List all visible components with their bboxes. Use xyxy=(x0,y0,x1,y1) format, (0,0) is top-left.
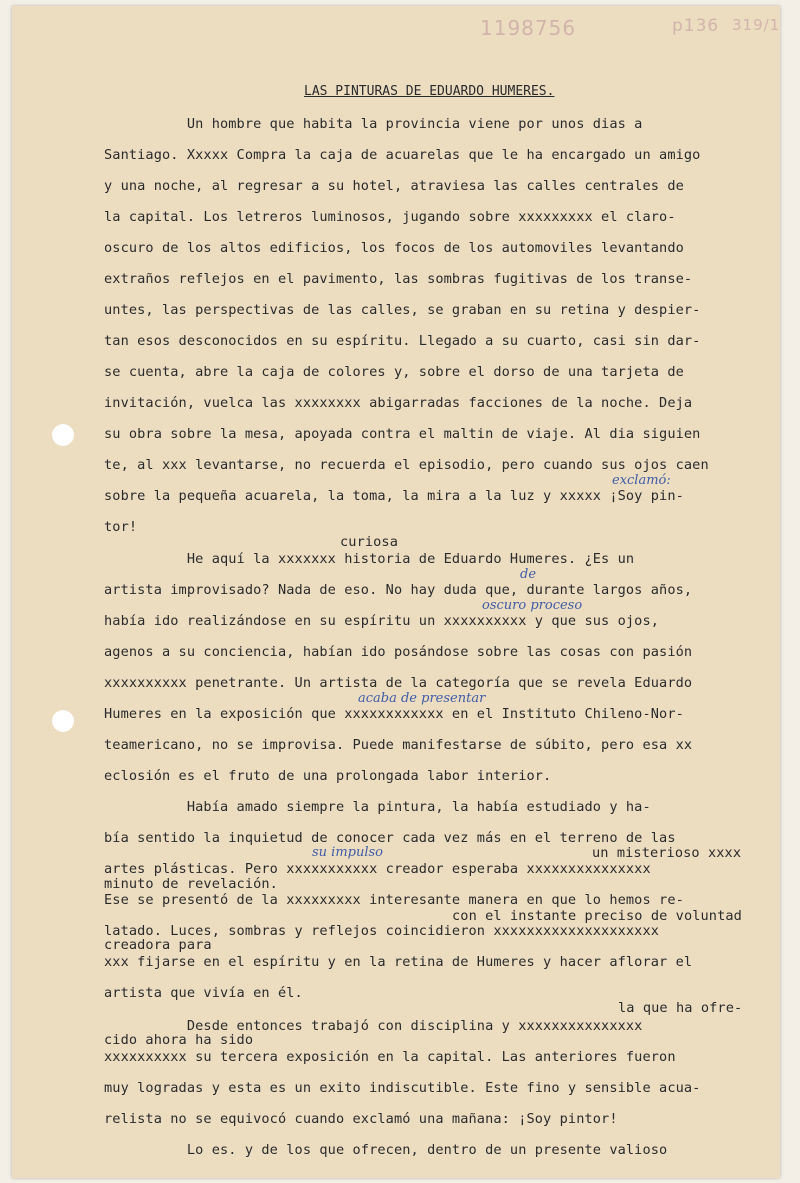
text-line: había ido realizándose en su espíritu un xxxxxxxxxx y que sus ojos, xyxy=(104,613,660,629)
typed-insertion: la que ha ofre- xyxy=(618,1000,743,1016)
handwritten-correction: su impulso xyxy=(312,845,384,860)
text-line: artes plásticas. Pero xxxxxxxxxxx creador esperaba xxxxxxxxxxxxxxx xyxy=(104,861,651,877)
text-line: He aquí la xxxxxxx historia de Eduardo Humeres. ¿Es un xyxy=(104,551,635,567)
text-line: xxx fijarse en el espíritu y en la retina de Humeres y hacer aflorar el xyxy=(104,954,693,970)
text-line: te, al xxx levantarse, no recuerda el episodio, pero cuando sus ojos caen xyxy=(104,457,709,473)
text-line: la capital. Los letreros luminosos, jugando sobre xxxxxxxxx el claro- xyxy=(104,209,676,225)
typed-insertion: creadora para xyxy=(104,937,212,953)
text-line: bía sentido la inquietud de conocer cada vez más en el terreno de las xyxy=(104,830,676,846)
text-line: Desde entonces trabajó con disciplina y xxxxxxxxxxxxxxx xyxy=(104,1018,643,1034)
punch-hole xyxy=(52,710,74,732)
text-line: oscuro de los altos edificios, los focos de los automoviles levantando xyxy=(104,240,684,256)
text-line: agenos a su conciencia, habían ido posándose sobre las cosas con pasión xyxy=(104,644,693,660)
typed-insertion: un misterioso xxxx xyxy=(592,845,742,861)
handwritten-correction: exclamó: xyxy=(612,473,671,488)
text-line: artista que vivía en él. xyxy=(104,985,303,1001)
typed-insertion: curiosa xyxy=(340,534,398,550)
punch-hole xyxy=(52,424,74,446)
folio-number: 319/1 xyxy=(732,16,780,34)
text-line: tor! xyxy=(104,519,138,535)
text-line: tan esos desconocidos en su espíritu. Llegado a su cuarto, casi sin dar- xyxy=(104,333,701,349)
text-line: artista improvisado? Nada de eso. No hay duda que, durante largos años, xyxy=(104,582,693,598)
handwritten-correction: de xyxy=(520,567,537,582)
page-number: p136 xyxy=(672,16,720,36)
text-line: extraños reflejos en el pavimento, las sombras fugitivas de los transe- xyxy=(104,271,693,287)
text-line: y una noche, al regresar a su hotel, atraviesa las calles centrales de xyxy=(104,178,684,194)
document-title: LAS PINTURAS DE EDUARDO HUMERES. xyxy=(304,84,555,99)
text-line: muy logradas y esta es un exito indiscutible. Este fino y sensible acua- xyxy=(104,1080,701,1096)
document-page xyxy=(12,6,780,1178)
text-line: invitación, vuelca las xxxxxxxx abigarradas facciones de la noche. Deja xyxy=(104,395,693,411)
text-line: sobre la pequeña acuarela, la toma, la mira a la luz y xxxxx ¡Soy pin- xyxy=(104,488,684,504)
text-line: Santiago. Xxxxx Compra la caja de acuarelas que le ha encargado un amigo xyxy=(104,147,701,163)
text-line: relista no se equivocó cuando exclamó una mañana: ¡Soy pintor! xyxy=(104,1111,618,1127)
archive-number: 1198756 xyxy=(480,16,577,40)
text-line: teamericano, no se improvisa. Puede manifestarse de súbito, pero esa xx xyxy=(104,737,693,753)
typed-insertion: minuto de revelación. xyxy=(104,876,278,892)
handwritten-correction: oscuro proceso xyxy=(482,598,583,613)
text-line: Un hombre que habita la provincia viene por unos dias a xyxy=(104,116,643,132)
text-line: Ese se presentó de la xxxxxxxxx interesante manera en que lo hemos re- xyxy=(104,892,684,908)
text-line: xxxxxxxxxx su tercera exposición en la capital. Las anteriores fueron xyxy=(104,1049,676,1065)
text-line: se cuenta, abre la caja de colores y, sobre el dorso de una tarjeta de xyxy=(104,364,684,380)
text-line: latado. Luces, sombras y reflejos coincidieron xxxxxxxxxxxxxxxxxxxx xyxy=(104,923,660,939)
text-line: eclosión es el fruto de una prolongada labor interior. xyxy=(104,768,552,784)
text-line: xxxxxxxxxx penetrante. Un artista de la categoría que se revela Eduardo xyxy=(104,675,693,691)
text-line: Había amado siempre la pintura, la había estudiado y ha- xyxy=(104,799,651,815)
typed-insertion: cido ahora ha sido xyxy=(104,1032,254,1048)
text-line: su obra sobre la mesa, apoyada contra el maltin de viaje. Al dia siguien xyxy=(104,426,701,442)
typed-insertion: con el instante preciso de voluntad xyxy=(452,908,742,924)
text-line: Humeres en la exposición que xxxxxxxxxxxx en el Instituto Chileno-Nor- xyxy=(104,706,684,722)
text-line: untes, las perspectivas de las calles, se graban en su retina y despier- xyxy=(104,302,701,318)
text-line: Lo es. y de los que ofrecen, dentro de un presente valioso xyxy=(104,1142,668,1158)
handwritten-correction: acaba de presentar xyxy=(358,691,486,706)
